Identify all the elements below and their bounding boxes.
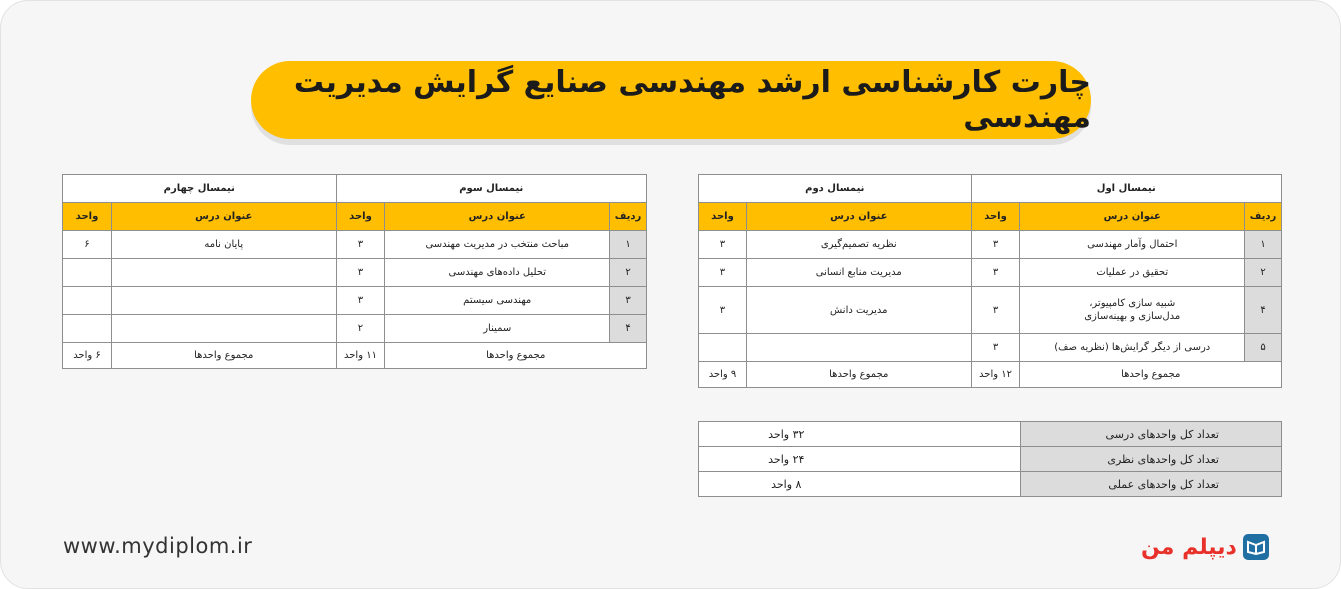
diploma-book-icon bbox=[1243, 534, 1269, 560]
semester-1-2-table bbox=[698, 174, 1282, 388]
course-unit: ۳ bbox=[971, 334, 1020, 362]
course-title: نظریه تصمیم‌گیری bbox=[746, 231, 971, 259]
title-banner bbox=[251, 61, 1091, 139]
total-label: مجموع واحدها bbox=[1020, 362, 1282, 388]
table-row bbox=[699, 472, 1282, 497]
table-row bbox=[63, 231, 647, 259]
row-number: ۱ bbox=[1245, 231, 1282, 259]
row-number: ۲ bbox=[1245, 259, 1282, 287]
course-title bbox=[111, 259, 336, 287]
row-number: ۴ bbox=[1245, 287, 1282, 334]
table-row bbox=[699, 231, 1282, 259]
row-number: ۳ bbox=[610, 287, 647, 315]
course-unit: ۳ bbox=[336, 287, 385, 315]
course-title: مدیریت منابع انسانی bbox=[746, 259, 971, 287]
course-unit: ۳ bbox=[336, 231, 385, 259]
unit-header: واحد bbox=[336, 203, 385, 231]
row-number: ۲ bbox=[610, 259, 647, 287]
summary-value: ۳۲ واحد bbox=[699, 422, 1021, 447]
course-title: تحقیق در عملیات bbox=[1020, 259, 1245, 287]
semester-4-header: نیمسال چهارم bbox=[63, 175, 337, 203]
course-unit: ۳ bbox=[971, 287, 1020, 334]
course-title-header: عنوان درس bbox=[385, 203, 610, 231]
total-value: ۹ واحد bbox=[699, 362, 747, 388]
row-number-header: ردیف bbox=[610, 203, 647, 231]
summary-value: ۸ واحد bbox=[699, 472, 1021, 497]
brand-name: دیپلم من bbox=[1141, 534, 1237, 560]
course-unit: ۳ bbox=[336, 259, 385, 287]
total-label: مجموع واحدها bbox=[746, 362, 971, 388]
course-unit bbox=[63, 259, 112, 287]
table-row bbox=[63, 315, 647, 343]
total-label: مجموع واحدها bbox=[111, 343, 336, 369]
total-value: ۱۲ واحد bbox=[971, 362, 1020, 388]
course-unit: ۳ bbox=[699, 287, 747, 334]
course-unit: ۳ bbox=[699, 259, 747, 287]
course-unit bbox=[699, 334, 747, 362]
summary-label: تعداد کل واحدهای نظری bbox=[1020, 447, 1281, 472]
total-row bbox=[63, 343, 647, 369]
course-title-header: عنوان درس bbox=[1020, 203, 1245, 231]
course-title: احتمال وآمار مهندسی bbox=[1020, 231, 1245, 259]
semester-1-header: نیمسال اول bbox=[971, 175, 1281, 203]
total-value: ۶ واحد bbox=[63, 343, 112, 369]
course-title bbox=[1020, 287, 1245, 334]
units-summary-table bbox=[698, 421, 1282, 497]
course-title-line: شبیه سازی کامپیوتر، bbox=[1089, 298, 1176, 309]
course-unit: ۳ bbox=[971, 259, 1020, 287]
course-unit: ۳ bbox=[971, 231, 1020, 259]
total-row bbox=[699, 362, 1282, 388]
course-title: مدیریت دانش bbox=[746, 287, 971, 334]
course-unit bbox=[63, 287, 112, 315]
summary-value: ۲۴ واحد bbox=[699, 447, 1021, 472]
page-title: چارت کارشناسی ارشد مهندسی صنایع گرایش مدیریت مهندسی bbox=[293, 65, 1091, 135]
course-title bbox=[111, 315, 336, 343]
semester-3-4-table bbox=[62, 174, 647, 369]
table-row bbox=[699, 334, 1282, 362]
row-number: ۴ bbox=[610, 315, 647, 343]
table-row bbox=[63, 287, 647, 315]
row-number: ۱ bbox=[610, 231, 647, 259]
table-row bbox=[699, 259, 1282, 287]
course-title: درسی از دیگر گرایش‌ها (نظریه صف) bbox=[1020, 334, 1245, 362]
table-row bbox=[699, 447, 1282, 472]
course-title: سمینار bbox=[385, 315, 610, 343]
course-title: مباحث منتخب در مدیریت مهندسی bbox=[385, 231, 610, 259]
total-value: ۱۱ واحد bbox=[336, 343, 385, 369]
semester-3-header: نیمسال سوم bbox=[336, 175, 646, 203]
course-unit: ۶ bbox=[63, 231, 112, 259]
table-row bbox=[699, 287, 1282, 334]
course-title: پایان نامه bbox=[111, 231, 336, 259]
semester-2-header: نیمسال دوم bbox=[699, 175, 972, 203]
table-row bbox=[699, 422, 1282, 447]
course-title bbox=[746, 334, 971, 362]
total-label: مجموع واحدها bbox=[385, 343, 647, 369]
course-unit bbox=[63, 315, 112, 343]
summary-label: تعداد کل واحدهای عملی bbox=[1020, 472, 1281, 497]
course-title-header: عنوان درس bbox=[111, 203, 336, 231]
course-unit: ۲ bbox=[336, 315, 385, 343]
unit-header: واحد bbox=[971, 203, 1020, 231]
row-number: ۵ bbox=[1245, 334, 1282, 362]
summary-label: تعداد کل واحدهای درسی bbox=[1020, 422, 1281, 447]
course-unit: ۳ bbox=[699, 231, 747, 259]
row-number-header: ردیف bbox=[1245, 203, 1282, 231]
course-title: تحلیل داده‌های مهندسی bbox=[385, 259, 610, 287]
brand-logo bbox=[1141, 529, 1269, 565]
course-title-line: مدل‌سازی و بهینه‌سازی bbox=[1084, 311, 1181, 322]
course-title-header: عنوان درس bbox=[746, 203, 971, 231]
website-url: www.mydiplom.ir bbox=[63, 534, 253, 558]
unit-header: واحد bbox=[699, 203, 747, 231]
table-row bbox=[63, 259, 647, 287]
course-title bbox=[111, 287, 336, 315]
course-title: مهندسی سیستم bbox=[385, 287, 610, 315]
unit-header: واحد bbox=[63, 203, 112, 231]
